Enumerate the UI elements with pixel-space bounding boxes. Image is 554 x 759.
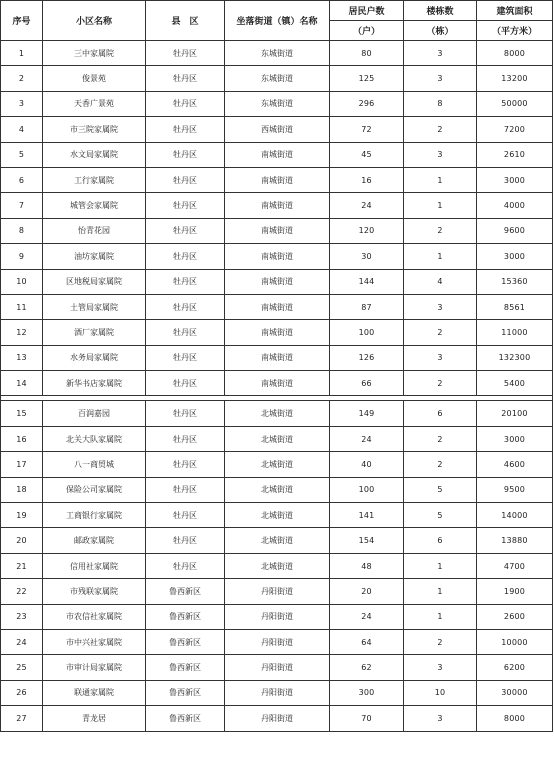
cell-buildings: 5 (404, 503, 477, 528)
cell-seq: 4 (1, 117, 43, 142)
cell-households: 120 (330, 218, 404, 243)
cell-county: 牡丹区 (146, 503, 225, 528)
cell-households: 80 (330, 41, 404, 66)
table-row (1, 294, 553, 319)
table-row (1, 680, 553, 705)
cell-households: 70 (330, 706, 404, 731)
cell-county: 鲁西新区 (146, 579, 225, 604)
cell-households: 30 (330, 244, 404, 269)
cell-seq: 13 (1, 345, 43, 370)
cell-county: 牡丹区 (146, 477, 225, 502)
cell-buildings: 3 (404, 41, 477, 66)
cell-seq: 26 (1, 680, 43, 705)
cell-households: 24 (330, 604, 404, 629)
header-area-unit: （平方米） (477, 21, 553, 41)
cell-area: 14000 (477, 503, 553, 528)
table-row (1, 167, 553, 192)
cell-buildings: 1 (404, 604, 477, 629)
table-row (1, 553, 553, 578)
table-row (1, 579, 553, 604)
cell-buildings: 1 (404, 579, 477, 604)
cell-buildings: 1 (404, 167, 477, 192)
cell-street: 丹阳街道 (225, 579, 330, 604)
cell-street: 东城街道 (225, 41, 330, 66)
cell-name: 市三院家属院 (43, 117, 146, 142)
cell-buildings: 1 (404, 553, 477, 578)
cell-seq: 11 (1, 294, 43, 319)
cell-area: 1900 (477, 579, 553, 604)
cell-households: 62 (330, 655, 404, 680)
cell-county: 牡丹区 (146, 91, 225, 116)
cell-area: 11000 (477, 320, 553, 345)
cell-area: 3000 (477, 244, 553, 269)
cell-households: 126 (330, 345, 404, 370)
cell-households: 100 (330, 477, 404, 502)
cell-name: 青龙居 (43, 706, 146, 731)
cell-name: 八一商贸城 (43, 452, 146, 477)
cell-area: 9600 (477, 218, 553, 243)
cell-area: 5400 (477, 371, 553, 396)
cell-buildings: 6 (404, 401, 477, 426)
cell-county: 鲁西新区 (146, 604, 225, 629)
cell-street: 南城街道 (225, 371, 330, 396)
cell-street: 西城街道 (225, 117, 330, 142)
cell-seq: 21 (1, 553, 43, 578)
cell-seq: 20 (1, 528, 43, 553)
header-seq: 序号 (1, 1, 43, 41)
header-county: 县 区 (146, 1, 225, 41)
cell-buildings: 10 (404, 680, 477, 705)
cell-street: 东城街道 (225, 91, 330, 116)
cell-name: 市残联家属院 (43, 579, 146, 604)
cell-name: 邮政家属院 (43, 528, 146, 553)
cell-street: 北城街道 (225, 401, 330, 426)
cell-seq: 18 (1, 477, 43, 502)
cell-county: 鲁西新区 (146, 655, 225, 680)
cell-street: 北城街道 (225, 477, 330, 502)
cell-name: 市农信社家属院 (43, 604, 146, 629)
cell-buildings: 1 (404, 193, 477, 218)
cell-area: 2600 (477, 604, 553, 629)
cell-street: 丹阳街道 (225, 629, 330, 654)
cell-county: 牡丹区 (146, 142, 225, 167)
cell-households: 20 (330, 579, 404, 604)
cell-county: 牡丹区 (146, 41, 225, 66)
cell-street: 丹阳街道 (225, 655, 330, 680)
cell-street: 北城街道 (225, 503, 330, 528)
cell-area: 20100 (477, 401, 553, 426)
cell-county: 牡丹区 (146, 294, 225, 319)
cell-households: 87 (330, 294, 404, 319)
cell-area: 15360 (477, 269, 553, 294)
table-row (1, 269, 553, 294)
cell-buildings: 5 (404, 477, 477, 502)
cell-name: 北关大队家属院 (43, 426, 146, 451)
cell-street: 丹阳街道 (225, 680, 330, 705)
cell-area: 132300 (477, 345, 553, 370)
table-body (1, 41, 553, 732)
cell-households: 45 (330, 142, 404, 167)
table-row (1, 117, 553, 142)
cell-buildings: 3 (404, 66, 477, 91)
cell-area: 4700 (477, 553, 553, 578)
cell-households: 24 (330, 426, 404, 451)
cell-households: 16 (330, 167, 404, 192)
cell-area: 13880 (477, 528, 553, 553)
cell-area: 7200 (477, 117, 553, 142)
cell-households: 296 (330, 91, 404, 116)
cell-county: 牡丹区 (146, 426, 225, 451)
cell-name: 三中家属院 (43, 41, 146, 66)
cell-name: 工行家属院 (43, 167, 146, 192)
table-row (1, 503, 553, 528)
cell-seq: 7 (1, 193, 43, 218)
cell-seq: 1 (1, 41, 43, 66)
cell-county: 鲁西新区 (146, 680, 225, 705)
cell-county: 牡丹区 (146, 244, 225, 269)
cell-area: 8000 (477, 706, 553, 731)
table-row (1, 345, 553, 370)
cell-households: 24 (330, 193, 404, 218)
table-row (1, 604, 553, 629)
cell-area: 4000 (477, 193, 553, 218)
cell-county: 牡丹区 (146, 269, 225, 294)
cell-seq: 5 (1, 142, 43, 167)
cell-area: 3000 (477, 426, 553, 451)
cell-area: 4600 (477, 452, 553, 477)
cell-name: 城管会家属院 (43, 193, 146, 218)
header-area: 建筑面积 (477, 1, 553, 21)
cell-seq: 22 (1, 579, 43, 604)
cell-name: 保险公司家属院 (43, 477, 146, 502)
table-row (1, 426, 553, 451)
cell-seq: 12 (1, 320, 43, 345)
cell-street: 南城街道 (225, 142, 330, 167)
cell-county: 牡丹区 (146, 345, 225, 370)
cell-street: 北城街道 (225, 528, 330, 553)
cell-seq: 16 (1, 426, 43, 451)
cell-buildings: 2 (404, 117, 477, 142)
cell-county: 鲁西新区 (146, 629, 225, 654)
cell-buildings: 2 (404, 218, 477, 243)
cell-street: 北城街道 (225, 553, 330, 578)
cell-households: 125 (330, 66, 404, 91)
table-row (1, 66, 553, 91)
cell-area: 9500 (477, 477, 553, 502)
cell-street: 南城街道 (225, 269, 330, 294)
cell-buildings: 3 (404, 294, 477, 319)
cell-street: 南城街道 (225, 167, 330, 192)
cell-seq: 23 (1, 604, 43, 629)
cell-households: 144 (330, 269, 404, 294)
table-row (1, 452, 553, 477)
cell-households: 72 (330, 117, 404, 142)
cell-seq: 19 (1, 503, 43, 528)
cell-buildings: 2 (404, 371, 477, 396)
cell-county: 牡丹区 (146, 218, 225, 243)
cell-households: 66 (330, 371, 404, 396)
cell-county: 鲁西新区 (146, 706, 225, 731)
cell-county: 牡丹区 (146, 528, 225, 553)
cell-street: 南城街道 (225, 294, 330, 319)
cell-name: 百润嘉园 (43, 401, 146, 426)
cell-name: 酒厂家属院 (43, 320, 146, 345)
cell-seq: 9 (1, 244, 43, 269)
table-row (1, 477, 553, 502)
cell-seq: 27 (1, 706, 43, 731)
cell-households: 48 (330, 553, 404, 578)
cell-seq: 15 (1, 401, 43, 426)
cell-street: 北城街道 (225, 426, 330, 451)
table-row (1, 629, 553, 654)
cell-name: 水文局家属院 (43, 142, 146, 167)
table-row (1, 528, 553, 553)
cell-area: 10000 (477, 629, 553, 654)
cell-area: 8000 (477, 41, 553, 66)
cell-buildings: 3 (404, 345, 477, 370)
cell-buildings: 4 (404, 269, 477, 294)
header-street: 坐落街道（镇）名称 (225, 1, 330, 41)
header-name: 小区名称 (43, 1, 146, 41)
cell-buildings: 2 (404, 426, 477, 451)
cell-households: 40 (330, 452, 404, 477)
cell-households: 154 (330, 528, 404, 553)
table-row (1, 706, 553, 731)
header-households-unit: （户） (330, 21, 404, 41)
cell-street: 南城街道 (225, 345, 330, 370)
cell-name: 怡青花园 (43, 218, 146, 243)
cell-street: 丹阳街道 (225, 604, 330, 629)
table-row (1, 401, 553, 426)
cell-area: 13200 (477, 66, 553, 91)
cell-county: 牡丹区 (146, 320, 225, 345)
header-buildings: 楼栋数 (404, 1, 477, 21)
cell-name: 区地税局家属院 (43, 269, 146, 294)
table-row (1, 218, 553, 243)
cell-households: 149 (330, 401, 404, 426)
cell-households: 64 (330, 629, 404, 654)
cell-households: 300 (330, 680, 404, 705)
cell-seq: 25 (1, 655, 43, 680)
cell-street: 北城街道 (225, 452, 330, 477)
cell-buildings: 3 (404, 706, 477, 731)
cell-area: 8561 (477, 294, 553, 319)
cell-county: 牡丹区 (146, 452, 225, 477)
table-row (1, 142, 553, 167)
cell-name: 天香广景苑 (43, 91, 146, 116)
cell-area: 2610 (477, 142, 553, 167)
cell-street: 南城街道 (225, 193, 330, 218)
cell-street: 南城街道 (225, 244, 330, 269)
cell-seq: 6 (1, 167, 43, 192)
cell-buildings: 8 (404, 91, 477, 116)
header-households: 居民户数 (330, 1, 404, 21)
cell-county: 牡丹区 (146, 553, 225, 578)
cell-street: 南城街道 (225, 218, 330, 243)
table-row (1, 244, 553, 269)
cell-street: 南城街道 (225, 320, 330, 345)
cell-seq: 8 (1, 218, 43, 243)
header-buildings-unit: （栋） (404, 21, 477, 41)
cell-seq: 2 (1, 66, 43, 91)
cell-county: 牡丹区 (146, 193, 225, 218)
table-row (1, 193, 553, 218)
cell-name: 俊景苑 (43, 66, 146, 91)
cell-name: 工商银行家属院 (43, 503, 146, 528)
cell-county: 牡丹区 (146, 117, 225, 142)
cell-seq: 14 (1, 371, 43, 396)
cell-buildings: 6 (404, 528, 477, 553)
cell-county: 牡丹区 (146, 401, 225, 426)
cell-area: 3000 (477, 167, 553, 192)
cell-name: 油坊家属院 (43, 244, 146, 269)
cell-area: 30000 (477, 680, 553, 705)
table-row (1, 655, 553, 680)
cell-area: 50000 (477, 91, 553, 116)
cell-name: 市中兴社家属院 (43, 629, 146, 654)
cell-buildings: 3 (404, 142, 477, 167)
cell-county: 牡丹区 (146, 371, 225, 396)
cell-households: 141 (330, 503, 404, 528)
cell-buildings: 1 (404, 244, 477, 269)
cell-name: 水务局家属院 (43, 345, 146, 370)
table-row (1, 41, 553, 66)
cell-name: 新华书店家属院 (43, 371, 146, 396)
cell-seq: 24 (1, 629, 43, 654)
cell-buildings: 3 (404, 655, 477, 680)
cell-households: 100 (330, 320, 404, 345)
cell-street: 丹阳街道 (225, 706, 330, 731)
cell-buildings: 2 (404, 629, 477, 654)
cell-county: 牡丹区 (146, 66, 225, 91)
cell-buildings: 2 (404, 452, 477, 477)
table-row (1, 91, 553, 116)
cell-seq: 10 (1, 269, 43, 294)
cell-buildings: 2 (404, 320, 477, 345)
cell-name: 信用社家属院 (43, 553, 146, 578)
cell-county: 牡丹区 (146, 167, 225, 192)
cell-seq: 3 (1, 91, 43, 116)
cell-seq: 17 (1, 452, 43, 477)
table-row (1, 371, 553, 396)
cell-name: 联通家属院 (43, 680, 146, 705)
cell-name: 市审计局家属院 (43, 655, 146, 680)
cell-street: 东城街道 (225, 66, 330, 91)
cell-name: 土管局家属院 (43, 294, 146, 319)
table-row (1, 320, 553, 345)
cell-area: 6200 (477, 655, 553, 680)
